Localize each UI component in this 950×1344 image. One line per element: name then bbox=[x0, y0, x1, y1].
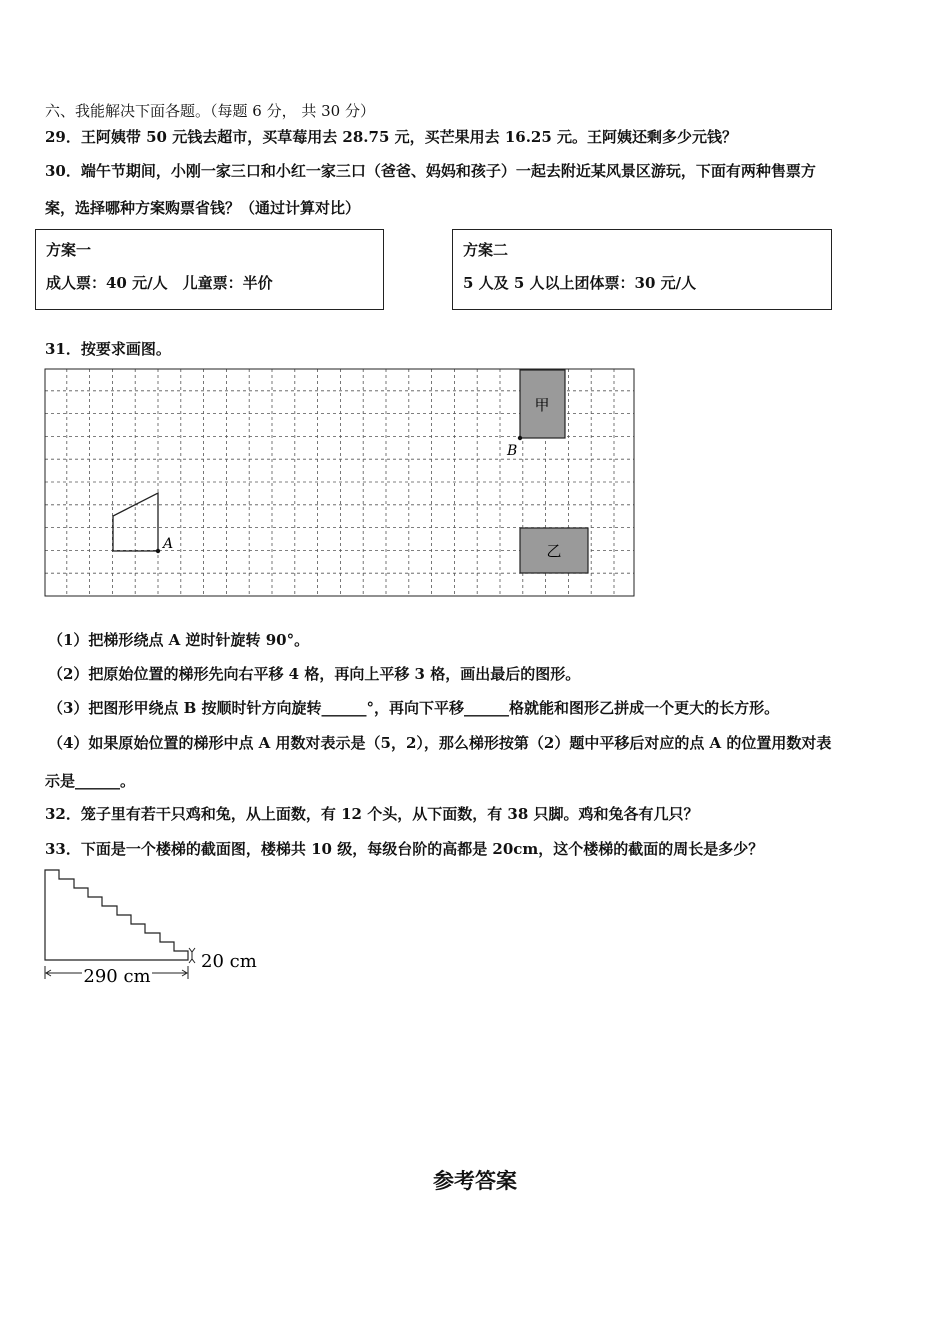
width-label: 290 cm bbox=[83, 966, 151, 986]
point-b-label: B bbox=[507, 443, 518, 459]
plan-two-box bbox=[452, 229, 832, 310]
question-32: 32．笼子里有若干只鸡和兔，从上面数，有 12 个头，从下面数，有 38 只脚。鸡和兔各有几只？ bbox=[45, 805, 699, 823]
question-31-prompt: 31．按要求画图。 bbox=[45, 340, 171, 358]
question-30-line2: 案，选择哪种方案购票省钱？（通过计算对比） bbox=[45, 199, 361, 217]
answers-title: 参考答案 bbox=[433, 1169, 517, 1193]
question-31-sub4-line2: 示是______。 bbox=[45, 772, 136, 790]
plan-one-title: 方案一 bbox=[46, 241, 92, 259]
shape-jia-label: 甲 bbox=[534, 396, 550, 414]
height-label: 20 cm bbox=[201, 951, 257, 972]
point-a-dot bbox=[156, 549, 160, 553]
question-31-sub2: （2）把原始位置的梯形先向右平移 4 格，再向上平移 3 格，画出最后的图形。 bbox=[48, 665, 581, 683]
question-31-sub3: （3）把图形甲绕点 B 按顺时针方向旋转______°，再向下平移______格就能和图形乙拼成一个更大的长方形。 bbox=[48, 699, 780, 717]
staircase-outline bbox=[45, 870, 188, 960]
question-29: 29．王阿姨带 50 元钱去超市，买草莓用去 28.75 元，买芒果用去 16.25 元。王阿姨还剩多少元钱？ bbox=[45, 128, 738, 146]
point-a-label: A bbox=[163, 536, 174, 552]
point-b-dot bbox=[518, 436, 522, 440]
question-33: 33．下面是一个楼梯的截面图，楼梯共 10 级，每级台阶的高都是 20cm，这个楼梯的截面的周长是多少？ bbox=[45, 840, 764, 858]
section-heading: 六、我能解决下面各题。（每题 6 分， 共 30 分） bbox=[45, 102, 375, 120]
staircase-figure bbox=[40, 866, 270, 986]
plan-two-title: 方案二 bbox=[463, 241, 509, 259]
plan-two-detail: 5 人及 5 人以上团体票：30 元/人 bbox=[463, 274, 697, 292]
plan-one-box bbox=[35, 229, 384, 310]
shape-yi-label: 乙 bbox=[546, 542, 562, 560]
question-30-line1: 30．端午节期间，小刚一家三口和小红一家三口（爸爸、妈妈和孩子）一起去附近某风景区游玩，下面有两种售票方 bbox=[45, 162, 816, 180]
plan-one-detail: 成人票：40 元/人 儿童票：半价 bbox=[46, 274, 273, 292]
question-31-sub4-line1: （4）如果原始位置的梯形中点 A 用数对表示是（5，2），那么梯形按第（2）题中平移后对应的点 A 的位置用数对表 bbox=[48, 734, 832, 752]
grid-figure bbox=[44, 368, 636, 598]
question-31-sub1: （1）把梯形绕点 A 逆时针旋转 90°。 bbox=[48, 631, 310, 649]
